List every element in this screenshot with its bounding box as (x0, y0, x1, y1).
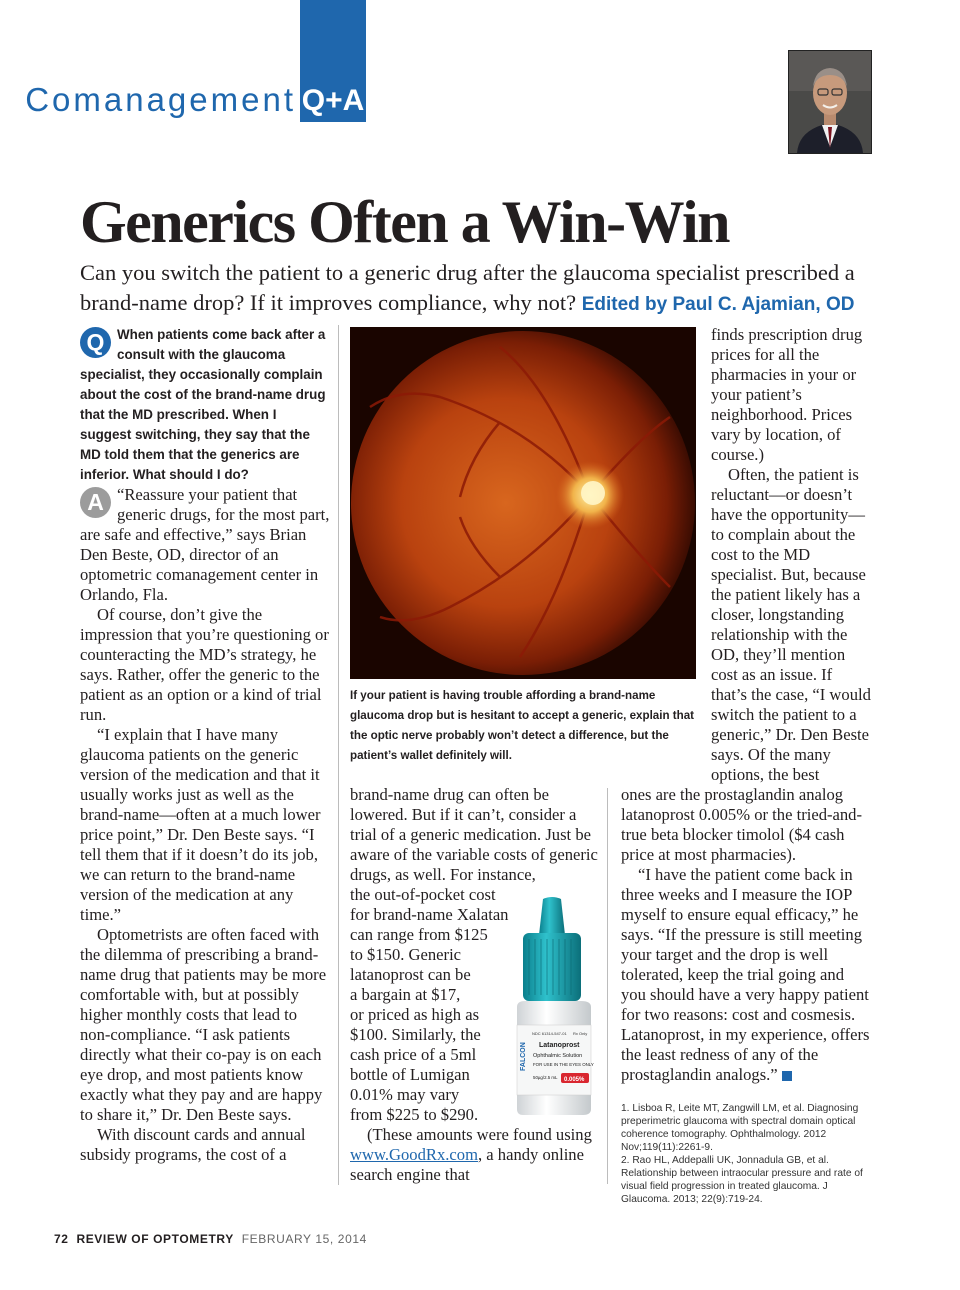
reference-item: 2. Rao HL, Addepalli UK, Jonnadula GB, et al. Relationship between intraocular pressure and rate of visual field progression in treated glaucoma. J Glaucoma. 2013; 22(9):719-24. (621, 1155, 863, 1205)
bottle-use: FOR USE IN THE EYES ONLY (533, 1062, 594, 1067)
text-line: a bargain at $17, (350, 985, 461, 1004)
end-mark (782, 1071, 792, 1081)
body-paragraph: brand-name drug can often be lowered. But if it can’t, consider a trial of a generic medication. Just be aware of the variable costs of generic drugs, as well. For instance, (350, 785, 598, 884)
goodrx-link[interactable]: www.GoodRx.com (350, 1145, 478, 1164)
text-line: 0.01% may vary (350, 1085, 460, 1104)
references (621, 1102, 871, 1206)
author-headshot (788, 50, 872, 154)
page-number: 72 (54, 1232, 69, 1246)
column-1 (80, 325, 330, 1165)
article-title: Generics Often a Win-Win (80, 189, 730, 255)
header-color-bar (300, 0, 366, 42)
text-line: for brand-name Xalatan (350, 905, 509, 924)
bottle-type: Ophthalmic Solution (533, 1053, 583, 1059)
deck-text: Can you switch the patient to a generic drug after the glaucoma specialist prescribed a brand-name drop? If it improves compliance, why not? (80, 260, 855, 315)
text-line: can range from $125 (350, 925, 488, 944)
question-block (80, 325, 330, 485)
bottle-concentration: 0.005% (564, 1077, 585, 1083)
bottle-size: 50µg/2.5 mL (533, 1075, 558, 1080)
answer-block (80, 485, 330, 1165)
reference-item: 1. Lisboa R, Leite MT, Zangwill LM, et al. Diagnosing preperimetric glaucoma with spectral domain optical coherence tomography. Ophthalmology. 2012 Nov;119(11):2261-9. (621, 1103, 859, 1153)
answer-paragraph: “I explain that I have many glaucoma patients on the generic version of the medication and that it usually works just as well as the brand-name—often at a much lower price point,” Dr. Den Beste says. “I tell them that if it doesn’t do its job, we can return to the brand-name version of the medication at any time.” (80, 725, 321, 924)
photo-caption: If your patient is having trouble affording a brand-name glaucoma drop but is hesitant to accept a generic, explain that the optic nerve probably won’t detect a difference, but the patient’s wallet definitely will. (350, 689, 695, 762)
body-paragraph: finds prescription drug prices for all the pharmacies in your or your patient’s neighborhood. Prices vary by location, of course.) (711, 325, 863, 464)
column-divider (607, 788, 608, 1184)
section-qa-tag: Q+A (300, 42, 366, 122)
article-deck (80, 258, 900, 320)
bottle-rx: Rx Only (573, 1031, 588, 1036)
body-paragraph: ones are the prostaglandin analog latanoprost 0.005% or the tried-and-true beta blocker timolol ($4 cash price at most pharmacies). (621, 785, 862, 864)
question-text: When patients come back after a consult with the glaucoma specialist, they occasionally complain about the cost of the brand-name drug that the MD prescribed. When I suggest switching, they say that the MD told them that the generics are inferior. What should I do? (80, 327, 326, 482)
bottle-brand: FALCON (520, 1042, 527, 1071)
text-line: bottle of Lumigan (350, 1065, 470, 1084)
answer-paragraph: Of course, don’t give the impression that you’re questioning or counteracting the MD’s strategy, he says. Rather, offer the generic to the patient as an option or a kind of trial run. (80, 605, 329, 724)
body-paragraph (621, 865, 871, 1085)
text-line: or priced as high as (350, 1005, 480, 1024)
answer-badge: A (80, 487, 111, 518)
body-text: “I have the patient come back in three weeks and I measure the IOP myself to ensure equal efficacy,” he says. “If the pressure is still meeting your target and the drop is well tolerated, keep the trial going and you should have a very happy patient for two reasons: cost and cosmesis. Latanoprost, in my experience, offers the least redness of any of the prostaglandin analogs.” (621, 865, 870, 1084)
column-3-top (711, 325, 871, 785)
question-badge: Q (80, 327, 111, 358)
byline: Edited by Paul C. Ajamian, OD (581, 294, 855, 315)
text-line: $100. Similarly, the (350, 1025, 481, 1044)
text-line: from $225 to $290. (350, 1105, 479, 1124)
answer-paragraph: “Reassure your patient that generic drugs, for the most part, are safe and effective,” says Brian Den Beste, OD, director of an optometric comanagement center in Orlando, Fla. (80, 485, 330, 604)
section-title: Comanagement (25, 81, 296, 118)
column-divider (338, 325, 339, 1185)
page-footer (54, 1232, 367, 1246)
body-paragraph (350, 1125, 600, 1185)
bottle-drug-name: Latanoprost (539, 1042, 580, 1049)
text-line: cash price of a 5ml (350, 1045, 477, 1064)
text-line: latanoprost can be (350, 965, 471, 984)
issue-date: FEBRUARY 15, 2014 (241, 1232, 367, 1246)
bottle-ndc: NDC 61314-547-01 (532, 1031, 567, 1036)
magazine-name: REVIEW OF OPTOMETRY (76, 1232, 234, 1246)
body-text: (These amounts were found using (367, 1125, 592, 1144)
text-line: the out-of-pocket cost (350, 885, 496, 904)
text-line: to $150. Generic (350, 945, 462, 964)
column-3-bottom (621, 785, 871, 1085)
fundus-photo (350, 327, 696, 679)
eye-drop-bottle-image (505, 895, 605, 1117)
body-text: , a handy online search engine that (350, 1145, 584, 1184)
answer-paragraph: Optometrists are often faced with the dilemma of prescribing a brand-name drug that patients may be more comfortable with, but at possibly higher monthly costs that lead to non-compliance. “I ask patients directly what their co-pay is on each eye drop, and most patients know exactly what they pay and are happy to share it,” Dr. Den Beste says. (80, 925, 327, 1124)
body-paragraph: Often, the patient is reluctant—or doesn’t have the opportunity—to complain about the cost to the MD specialist. But, because the patient likely has a closer, longstanding relationship with the OD, they’ll mention cost as an issue. If that’s the case, “I would switch the patient to a generic,” Dr. Den Beste says. Of the many options, the best (711, 465, 871, 784)
answer-paragraph: With discount cards and annual subsidy programs, the cost of a (80, 1125, 306, 1164)
